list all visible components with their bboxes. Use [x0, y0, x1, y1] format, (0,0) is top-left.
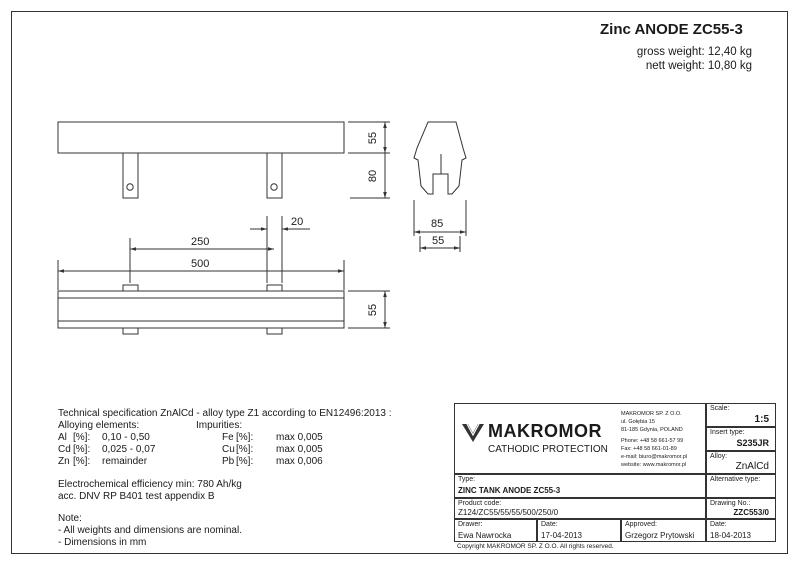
date1-value: 17-04-2013 [541, 531, 582, 540]
insert-type-value: S235JR [736, 438, 769, 448]
alloy-value: remainder [102, 456, 148, 467]
insert-type-cell: Insert type: S235JR [706, 427, 776, 451]
top-view-body [58, 291, 344, 328]
type-value: ZINC TANK ANODE ZC55-3 [458, 486, 561, 495]
copyright: Copyright MAKROMOR SP. Z O.O. All rights reserved. [457, 543, 614, 550]
dim-width-inner: 55 [432, 235, 445, 247]
alloy-unit: [%]: [73, 444, 91, 455]
dim-insert-spacing: 250 [191, 236, 210, 248]
dim-length: 500 [191, 258, 210, 270]
impurity-unit: [%]: [236, 456, 254, 467]
company-line: Phone: +48 58 661-57 99 [621, 438, 684, 444]
note-line: - Dimensions in mm [58, 537, 147, 548]
dim-side-total: 80 [367, 169, 379, 183]
dim-side-upper: 55 [367, 131, 379, 145]
drawer-value: Ewa Nawrocka [458, 531, 512, 540]
date2-cell: Date: 18-04-2013 [706, 519, 776, 542]
impurity-el: Fe [222, 432, 234, 443]
drawing-no-value: ZZC553/0 [733, 508, 769, 517]
alloy-el: Zn [58, 456, 70, 467]
dim-top-height: 55 [367, 303, 379, 317]
brand-name: MAKROMOR [488, 421, 602, 441]
top-view-insert-left [123, 285, 138, 291]
impurity-el: Cu [222, 444, 235, 455]
top-view-insert-right [267, 285, 282, 291]
date2-value: 18-04-2013 [710, 531, 751, 540]
scale-cell: Scale: 1:5 [706, 403, 776, 427]
gross-weight: gross weight: 12,40 kg [636, 46, 752, 58]
company-line: Fax: +48 58 661-01-89 [621, 446, 677, 452]
impurity-el: Pb [222, 456, 235, 467]
logo-cell [454, 403, 706, 474]
impurity-value: max 0,006 [276, 456, 323, 467]
brand-subtitle: CATHODIC PROTECTION [488, 444, 608, 455]
product-code-cell: Product code: Z124/ZC55/55/55/500/250/0 [454, 498, 706, 519]
company-line: ul. Gołębia 15 [621, 419, 655, 425]
alloy-el: Cd [58, 444, 71, 455]
company-line: e-mail: biuro@makromor.pl [621, 454, 688, 460]
impurity-value: max 0,005 [276, 444, 323, 455]
front-view-leg-left [123, 153, 138, 198]
alloying-header: Alloying elements: [58, 420, 140, 431]
impurity-unit: [%]: [236, 444, 254, 455]
efficiency-test: acc. DNV RP B401 test appendix B [58, 491, 215, 502]
company-line: website: www.makromor.pl [621, 462, 687, 468]
drawing-title: Zinc ANODE ZC55-3 [600, 21, 743, 38]
type-cell: Type: ZINC TANK ANODE ZC55-3 [454, 474, 706, 498]
side-view-profile [414, 122, 466, 194]
spec-line: Technical specification ZnAlCd - alloy type Z1 according to EN12496:2013 : [58, 408, 392, 419]
scale-value: 1:5 [754, 414, 769, 425]
date1-cell: Date: 17-04-2013 [537, 519, 621, 542]
alloy-value: 0,10 - 0,50 [102, 432, 150, 443]
drawing-no-cell: Drawing No.: ZZC553/0 [706, 498, 776, 519]
impurities-header: Impurities: [196, 420, 243, 431]
title-block [454, 403, 776, 553]
approved-value: Grzegorz Prytowski [625, 531, 695, 540]
impurity-value: max 0,005 [276, 432, 323, 443]
alloy-unit: [%]: [73, 456, 91, 467]
impurity-unit: [%]: [236, 432, 254, 443]
alloy-el: Al [58, 432, 67, 443]
leg-hole-left [127, 184, 133, 190]
leg-hole-right [271, 184, 277, 190]
alloy-value: 0,025 - 0,07 [102, 444, 156, 455]
alloy-cell: Alloy: ZnAlCd [706, 451, 776, 474]
front-view-leg-right [267, 153, 282, 198]
dim-width-total: 85 [431, 218, 444, 230]
note-title: Note: [58, 513, 82, 524]
alt-type-cell: Alternative type: [706, 474, 776, 498]
nett-weight: nett weight: 10,80 kg [645, 60, 752, 72]
dim-insert-width: 20 [291, 216, 304, 228]
product-code-value: Z124/ZC55/55/55/500/250/0 [458, 508, 559, 517]
makromor-logo-icon [461, 422, 485, 444]
approved-cell: Approved: Grzegorz Prytowski [621, 519, 706, 542]
efficiency-line: Electrochemical efficiency min: 780 Ah/kg [58, 479, 242, 490]
alloy-value: ZnAlCd [735, 461, 769, 472]
company-line: 81-185 Gdynia, POLAND [621, 427, 683, 433]
company-line: MAKROMOR SP. Z O.O. [621, 411, 682, 417]
front-view-body [58, 122, 344, 153]
drawer-cell: Drawer: Ewa Nawrocka [454, 519, 537, 542]
alloy-unit: [%]: [73, 432, 91, 443]
note-line: - All weights and dimensions are nominal. [58, 525, 242, 536]
